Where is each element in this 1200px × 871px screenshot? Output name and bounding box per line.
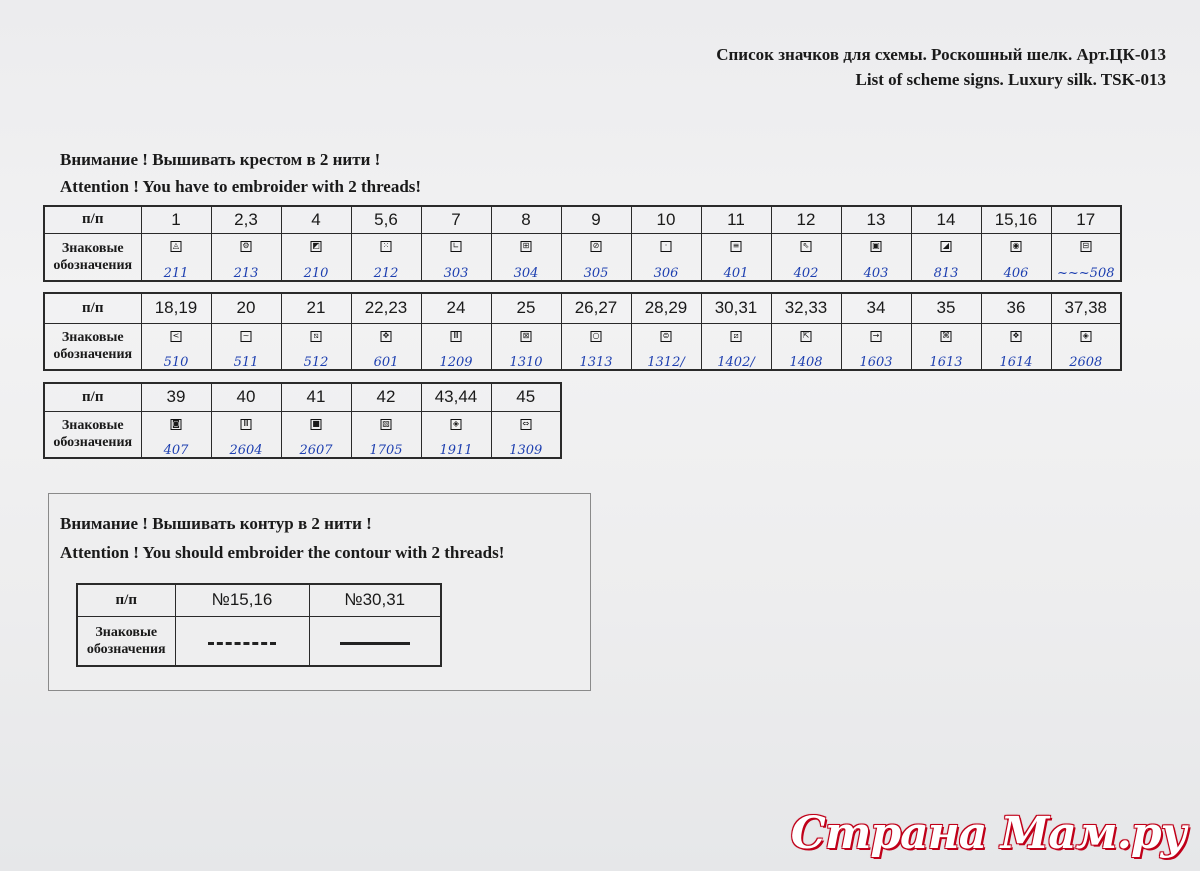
- attention-en: Attention ! You have to embroider with 2 threads!: [60, 177, 422, 196]
- thread-code-handwritten: 510: [163, 354, 189, 370]
- thread-code-handwritten: 403: [863, 265, 889, 281]
- sign-symbol-icon: ⌘: [942, 331, 950, 340]
- item-number: 1: [141, 206, 211, 233]
- sign-cell: [281, 323, 351, 370]
- sign-symbol-icon: ❖: [1012, 331, 1020, 340]
- item-number: 36: [981, 293, 1051, 323]
- sign-symbol-icon: ◢: [941, 241, 952, 252]
- thread-code-handwritten: 2608: [1069, 354, 1103, 370]
- thread-code-handwritten: 213: [233, 265, 259, 281]
- item-number: 26,27: [561, 293, 631, 323]
- header-label: п/п: [44, 206, 141, 233]
- thread-code-handwritten: 1209: [439, 354, 473, 370]
- thread-code-handwritten: ~~~508: [1057, 265, 1115, 281]
- item-number: 20: [211, 293, 281, 323]
- solid-contour-sign: [309, 616, 441, 666]
- contour-number-2: №30,31: [309, 584, 441, 616]
- sign-cell: [141, 411, 211, 458]
- thread-code-handwritten: 813: [933, 265, 959, 281]
- signs-label-line1: Знаковые: [95, 624, 158, 640]
- sign-cell: [421, 323, 491, 370]
- thread-code-handwritten: 210: [303, 265, 329, 281]
- sign-symbol-icon: ⊘: [591, 241, 602, 252]
- sign-cell: [1051, 323, 1121, 370]
- sign-cell: [631, 233, 701, 281]
- thread-code-handwritten: 511: [233, 354, 259, 370]
- sign-symbol-icon: ◬: [171, 241, 182, 252]
- sign-symbol-icon: ∟: [451, 241, 462, 252]
- sign-symbol-icon: ■: [312, 419, 320, 428]
- thread-code-handwritten: 1911: [439, 442, 473, 458]
- thread-code-handwritten: 1313: [579, 354, 613, 370]
- sign-cell: [771, 233, 841, 281]
- thread-code-handwritten: 211: [163, 265, 189, 281]
- signs-label-line2: обозначения: [53, 435, 133, 450]
- document-title: [716, 42, 1166, 92]
- sign-symbol-icon: ·: [661, 241, 672, 252]
- sign-symbol-icon: ⇱: [801, 331, 812, 342]
- signs-label: [44, 411, 141, 458]
- sign-symbol-icon: ⊟: [1080, 241, 1091, 252]
- sign-symbol-icon: ✥: [381, 331, 392, 342]
- sign-cell: [981, 233, 1051, 281]
- item-number: 41: [281, 383, 351, 411]
- sign-symbol-icon: ⊜: [661, 331, 672, 342]
- item-number: 10: [631, 206, 701, 233]
- item-number: 4: [281, 206, 351, 233]
- thread-code-handwritten: 402: [793, 265, 819, 281]
- item-number: 7: [421, 206, 491, 233]
- header-label: п/п: [44, 293, 141, 323]
- item-number: 15,16: [981, 206, 1051, 233]
- sign-cell: [491, 233, 561, 281]
- item-number: 22,23: [351, 293, 421, 323]
- item-number: 37,38: [1051, 293, 1121, 323]
- sign-cell: [421, 233, 491, 281]
- attention-contour: [60, 509, 504, 567]
- sign-cell: [911, 323, 981, 370]
- sign-cell: [491, 411, 561, 458]
- sign-cell: [141, 233, 211, 281]
- sign-symbol-icon: ◈: [451, 419, 462, 430]
- symbols-table-2: [43, 292, 1122, 371]
- contour-number-1: №15,16: [175, 584, 309, 616]
- title-english: List of scheme signs. Luxury silk. TSK-013: [855, 70, 1166, 89]
- sign-cell: [351, 233, 421, 281]
- item-number: 32,33: [771, 293, 841, 323]
- sign-cell: [281, 411, 351, 458]
- sign-cell: [841, 323, 911, 370]
- sign-cell: [771, 323, 841, 370]
- dashed-line-icon: [208, 642, 276, 645]
- sign-symbol-icon: Ⅲ: [451, 331, 462, 342]
- sign-cell: [911, 233, 981, 281]
- sign-symbol-icon: ▧: [382, 419, 390, 428]
- sign-cell: [841, 233, 911, 281]
- thread-code-handwritten: 2604: [229, 442, 263, 458]
- sign-symbol-icon: ◉: [1011, 241, 1022, 252]
- item-number: 45: [491, 383, 561, 411]
- item-number: 24: [421, 293, 491, 323]
- contour-attention-ru: Внимание ! Вышивать контур в 2 нити !: [60, 514, 372, 533]
- sign-symbol-icon: Ⅲ: [241, 419, 252, 430]
- sign-symbol-icon: ⇔: [520, 419, 531, 430]
- thread-code-handwritten: 2607: [299, 442, 333, 458]
- contour-attention-en: Attention ! You should embroider the contour with 2 threads!: [60, 543, 505, 562]
- thread-code-handwritten: 407: [163, 442, 189, 458]
- sign-cell: [701, 323, 771, 370]
- thread-code-handwritten: 1402/: [717, 354, 755, 370]
- sign-cell: [631, 323, 701, 370]
- item-number: 28,29: [631, 293, 701, 323]
- signs-label: [77, 616, 175, 666]
- item-number: 5,6: [351, 206, 421, 233]
- title-russian: Список значков для схемы. Роскошный шелк. Арт.ЦК-013: [716, 45, 1166, 64]
- sign-cell: [491, 323, 561, 370]
- signs-label-line2: обозначения: [53, 347, 133, 362]
- signs-label-line2: обозначения: [86, 641, 166, 657]
- thread-code-handwritten: 601: [373, 354, 399, 370]
- dashed-contour-sign: [175, 616, 309, 666]
- sign-cell: [141, 323, 211, 370]
- item-number: 30,31: [701, 293, 771, 323]
- sign-cell: [351, 411, 421, 458]
- symbols-table-3: [43, 382, 562, 459]
- signs-label-line1: Знаковые: [61, 330, 124, 345]
- thread-code-handwritten: 306: [653, 265, 679, 281]
- sign-cell: [421, 411, 491, 458]
- solid-line-icon: [340, 642, 410, 645]
- sign-cell: [561, 323, 631, 370]
- sign-symbol-icon: ⊠: [521, 331, 532, 342]
- attention-ru: Внимание ! Вышивать крестом в 2 нити !: [60, 150, 381, 169]
- item-number: 40: [211, 383, 281, 411]
- sign-symbol-icon: ≡: [731, 241, 742, 252]
- symbols-table-1: [43, 205, 1122, 282]
- sign-symbol-icon: ◩: [312, 241, 320, 250]
- sign-cell: [701, 233, 771, 281]
- thread-code-handwritten: 1705: [369, 442, 403, 458]
- item-number: 34: [841, 293, 911, 323]
- sign-cell: [1051, 233, 1121, 281]
- thread-code-handwritten: 1309: [509, 442, 543, 458]
- header-label: п/п: [77, 584, 175, 616]
- signs-label-line1: Знаковые: [61, 240, 124, 256]
- item-number: 14: [911, 206, 981, 233]
- signs-label-line1: Знаковые: [61, 418, 124, 433]
- sign-cell: [351, 323, 421, 370]
- sign-symbol-icon: ▣: [872, 241, 880, 250]
- item-number: 39: [141, 383, 211, 411]
- sign-symbol-icon: ⧄: [731, 331, 742, 342]
- sign-cell: [211, 323, 281, 370]
- item-number: 8: [491, 206, 561, 233]
- sign-symbol-icon: →: [871, 331, 882, 342]
- thread-code-handwritten: 305: [583, 265, 609, 281]
- item-number: 13: [841, 206, 911, 233]
- thread-code-handwritten: 1408: [789, 354, 823, 370]
- thread-code-handwritten: 212: [373, 265, 399, 281]
- sign-cell: [981, 323, 1051, 370]
- sign-cell: [281, 233, 351, 281]
- sign-symbol-icon: ⁙: [381, 241, 392, 252]
- item-number: 18,19: [141, 293, 211, 323]
- item-number: 25: [491, 293, 561, 323]
- item-number: 2,3: [211, 206, 281, 233]
- signs-label: [44, 233, 141, 281]
- sign-symbol-icon: ◈: [1080, 331, 1091, 342]
- watermark-logo: Страна Мам.ру: [790, 808, 1186, 859]
- sign-symbol-icon: ~: [241, 331, 252, 342]
- item-number: 42: [351, 383, 421, 411]
- item-number: 9: [561, 206, 631, 233]
- sign-symbol-icon: <: [171, 331, 182, 342]
- header-label: п/п: [44, 383, 141, 411]
- item-number: 43,44: [421, 383, 491, 411]
- sign-symbol-icon: ⇖: [801, 241, 812, 252]
- sign-symbol-icon: ⚙: [242, 241, 250, 250]
- thread-code-handwritten: 512: [303, 354, 329, 370]
- thread-code-handwritten: 1312/: [647, 354, 685, 370]
- thread-code-handwritten: 303: [443, 265, 469, 281]
- sign-cell: [561, 233, 631, 281]
- item-number: 17: [1051, 206, 1121, 233]
- signs-label: [44, 323, 141, 370]
- sign-symbol-icon: ⊞: [521, 241, 532, 252]
- thread-code-handwritten: 401: [723, 265, 749, 281]
- thread-code-handwritten: 304: [513, 265, 539, 281]
- thread-code-handwritten: 1614: [999, 354, 1033, 370]
- thread-code-handwritten: 1310: [509, 354, 543, 370]
- item-number: 12: [771, 206, 841, 233]
- attention-cross-stitch: [60, 146, 421, 200]
- sign-symbol-icon: ⧅: [311, 331, 322, 342]
- thread-code-handwritten: 1613: [929, 354, 963, 370]
- signs-label-line2: обозначения: [53, 257, 133, 273]
- item-number: 11: [701, 206, 771, 233]
- item-number: 35: [911, 293, 981, 323]
- thread-code-handwritten: 1603: [859, 354, 893, 370]
- item-number: 21: [281, 293, 351, 323]
- sign-symbol-icon: ◙: [172, 419, 180, 428]
- thread-code-handwritten: 406: [1003, 265, 1029, 281]
- contour-table: [76, 583, 442, 667]
- sign-cell: [211, 233, 281, 281]
- sign-cell: [211, 411, 281, 458]
- sign-symbol-icon: ○: [591, 331, 602, 342]
